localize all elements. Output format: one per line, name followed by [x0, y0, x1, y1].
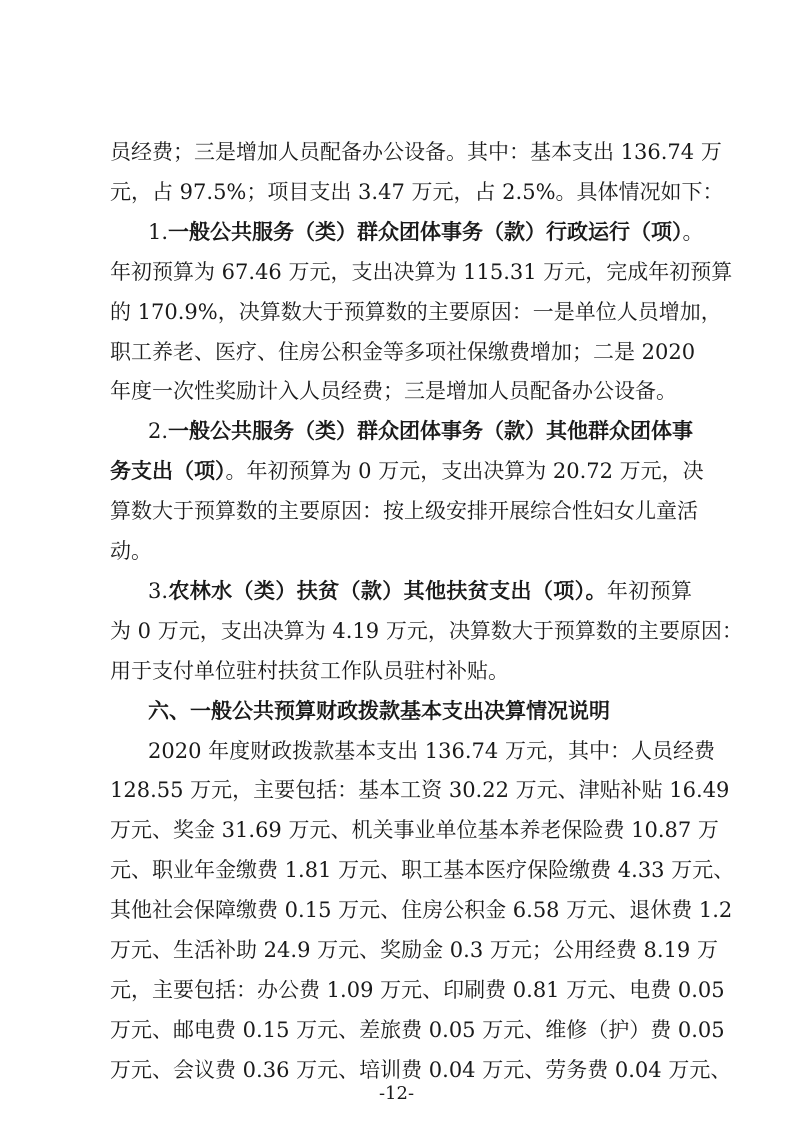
item-number: 3.	[148, 579, 169, 603]
item-heading-line	[148, 217, 704, 247]
body-text-line: 职工养老、医疗、住房公积金等多项社保缴费增加；二是 2020	[110, 340, 696, 364]
section-heading: 六、一般公共预算财政拨款基本支出决算情况说明	[148, 699, 610, 723]
page-number: -12-	[378, 1083, 415, 1104]
body-text-line: 128.55 万元，主要包括：基本工资 30.22 万元、津贴补贴 16.49	[110, 778, 730, 802]
item-title: 务支出（项）	[110, 458, 226, 483]
body-text-line: 万元、奖金 31.69 万元、机关事业单位基本养老保险费 10.87 万	[110, 818, 719, 842]
body-text-line: 算数大于预算数的主要原因：按上级安排开展综合性妇女儿童活	[110, 499, 698, 523]
item-number: 1.	[148, 220, 169, 244]
body-text-line: 用于支付单位驻村扶贫工作队员驻村补贴。	[110, 659, 509, 683]
body-text-line: 其他社会保障缴费 0.15 万元、住房公积金 6.58 万元、退休费 1.2	[110, 898, 733, 922]
body-text-line: 2020 年度财政拨款基本支出 136.74 万元，其中：人员经费	[148, 739, 715, 763]
item-title: 一般公共服务（类）群众团体事务（款）其他群众团体事	[168, 418, 694, 443]
body-text-line: 元，主要包括：办公费 1.09 万元、印刷费 0.81 万元、电费 0.05	[110, 978, 725, 1002]
item-title: 一般公共服务（类）群众团体事务（款）行政运行（项）	[168, 219, 683, 244]
item-title: 农林水（类）扶贫（款）其他扶贫支出（项）。	[168, 578, 607, 603]
body-text-line: 年度一次性奖励计入人员经费；三是增加人员配备办公设备。	[110, 379, 677, 403]
body-text-line: 元、职业年金缴费 1.81 万元、职工基本医疗保险缴费 4.33 万元、	[110, 858, 735, 882]
body-text-line: 的 170.9%，决算数大于预算数的主要原因：一是单位人员增加，	[110, 300, 722, 324]
body-text-line: 年初预算为 67.46 万元，支出决算为 115.31 万元，完成年初预算	[110, 260, 733, 284]
item-text: 。年初预算为 0 万元，支出决算为 20.72 万元，决	[225, 459, 704, 483]
item-heading-line	[148, 416, 692, 446]
body-text-line: 万元、会议费 0.36 万元、培训费 0.04 万元、劳务费 0.04 万元、	[110, 1058, 732, 1082]
item-heading-line	[148, 576, 692, 606]
body-text-line: 万元、邮电费 0.15 万元、差旅费 0.05 万元、维修（护）费 0.05	[110, 1018, 725, 1042]
body-text-line: 动。	[110, 539, 152, 563]
body-text-line: 员经费；三是增加人员配备办公设备。其中：基本支出 136.74 万	[110, 140, 722, 164]
item-text: 年初预算	[606, 579, 693, 603]
item-number: 2.	[148, 419, 169, 443]
body-text-line: 元，占 97.5%；项目支出 3.47 万元，占 2.5%。具体情况如下：	[110, 180, 724, 204]
item-text: 。	[682, 220, 704, 244]
body-text-line: 为 0 万元，支出决算为 4.19 万元，决算数大于预算数的主要原因：	[110, 619, 743, 643]
body-text-line: 万元、生活补助 24.9 万元、奖励金 0.3 万元；公用经费 8.19 万	[110, 938, 718, 962]
item-heading-line	[110, 456, 704, 486]
